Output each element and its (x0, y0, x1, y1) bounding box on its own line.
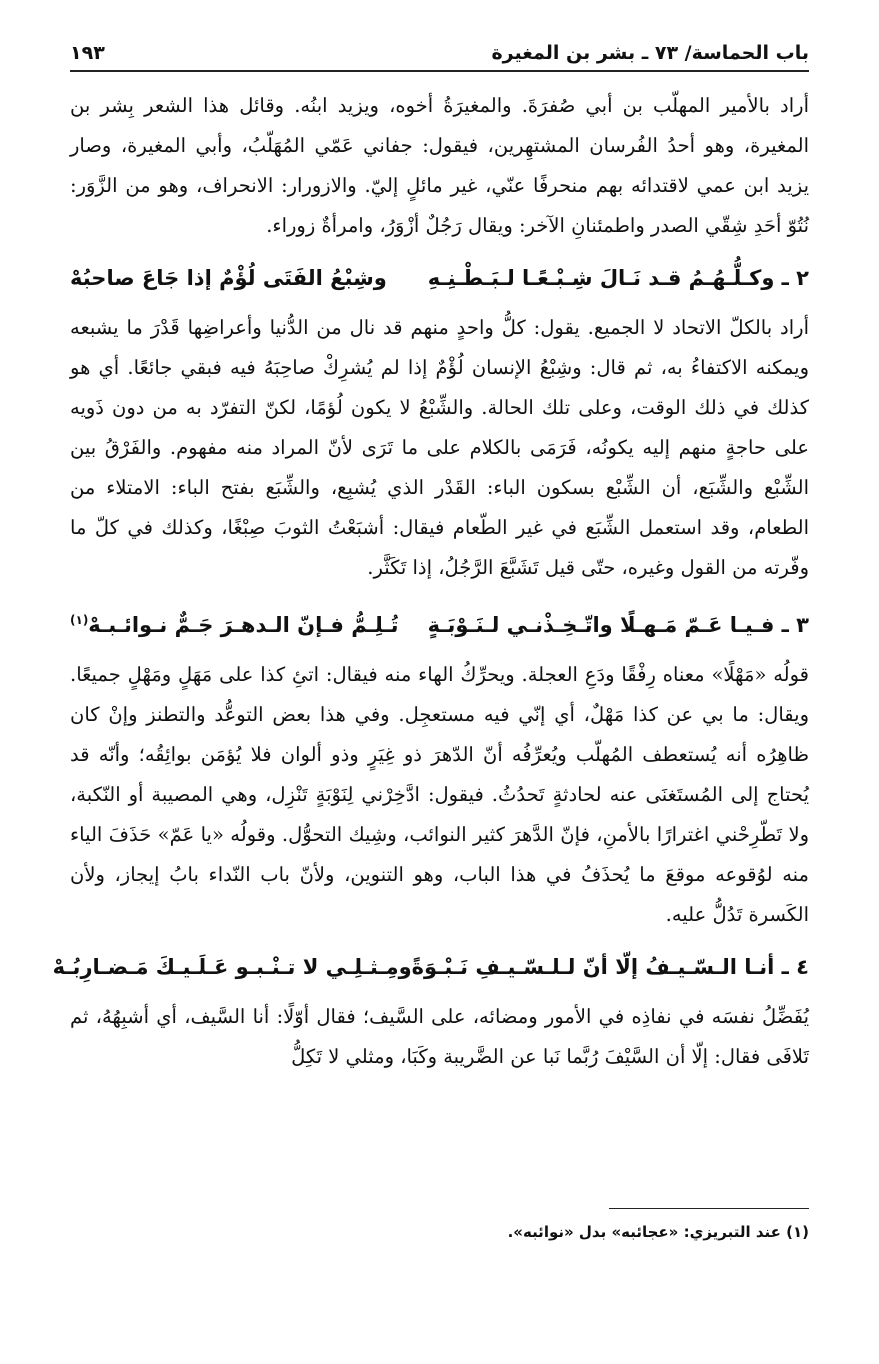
running-title: باب الحماسة/ ٧٣ ـ بشر بن المغيرة (491, 42, 809, 64)
verse-first-hemistich: ٣ ـ فـيـا عَـمّ مَـهـلًا واتّـخِـذْنـي لـنَـوْبَـةٍ (427, 613, 809, 637)
page-body (52, 86, 809, 1077)
verse-second-hemistich (70, 600, 399, 645)
commentary-paragraph: أراد بالكلّ الاتحاد لا الجميع. يقول: كلُّ واحدٍ منهم قد نال من الدُّنيا وأعراضِها قَدْرَ ما يشبعه ويمكنه الاكتفاءُ به، ثم قال: وشِبْعُ الإنسان لُؤْمٌ إذا لم يُشرِكْ صاحِبَهُ فيه فبقي جائعًا. أي هو كذلك في ذلك الوقت، وعلى تلك الحالة. والشِّبْعُ لا يكون لُؤمًا، لكنّ التفرّد به من دون ذَويه على حاجةٍ منهم إليه يكونُه، فَرَمَى بالكلام على ما تَرَى لأنّ المراد منه مفهوم. والفَرْقُ بين الشِّبْع والشِّبَع، أن الشِّبْع بسكون الباء: القَدْر الذي يُشبِع، والشِّبَع بفتح الباء: الامتلاء من الطعام، وقد استعمل الشِّبَع في غير الطّعام فيقال: أشبَعْتُ الثوبَ صِبْغًا، وكذلك في كلّ ما وفّرته من القول وغيره، حتّى قيل تَشَبَّعَ الرَّجُلُ، إذا تَكَثَّر. (70, 316, 809, 579)
poem-verse (70, 258, 809, 298)
poem-verse (70, 600, 809, 645)
poem-verse (52, 947, 809, 987)
page-header (70, 28, 809, 72)
footnote-marker[interactable]: (١) (70, 613, 89, 627)
verse-first-hemistich: ٤ ـ أنـا الـسّـيـفُ إلّا أنّ لـلـسّـيـفِ نَـبْـوَةً (411, 955, 809, 979)
footnote: (١) عند التبريزي: «عجائبه» بدل «نوائبه». (507, 1223, 809, 1241)
verse-first-hemistich: ٢ ـ وكـلُّـهُـمُ قـد نَـالَ شِـبْـعًـا لـبَـطْـنِـهِ (427, 266, 809, 290)
commentary-paragraph: يُفَضِّلُ نفسَه في نفاذِه في الأمور ومضائه، على السَّيف؛ فقال أوّلًا: أنا السَّيف، أي أشبِهُهُ، ثم تَلافَى فقال: إلّا أن السَّيْفَ رُبَّما نَبا عن الضَّريبة وكَبَا، ومثلي لا تَكِلُّ (70, 1005, 809, 1068)
verse-second-hemistich: وشِبْعُ الفَتَى لُؤْمٌ إذا جَاعَ صاحبُهْ (70, 266, 387, 290)
hemistich-text: تُـلِـمُّ فـإنّ الـدهـرَ جَـمٌّ نـوائـبـهْ (88, 613, 399, 637)
commentary-paragraph: قولُه «مَهْلًا» معناه رِفْقًا ودَعِ العجلة. ويحرِّكُ الهاء منه فيقال: اتئِ كذا على مَهَلٍ ومَهْلٍ جميعًا. ويقال: ما بي عن كذا مَهْلٌ، أي إنّي فيه مستعجِل. وفي هذا بعض التوعُّد والتطنز وإنْ كان ظاهِرُه أنه يُستعطف المُهلّب ويُعرِّفُه أنّ الدّهرَ ذو غِيَرٍ وذو ألوان فلا يُؤمَن بوائِقُه؛ وأنّه قد يُحتاج إلى المُستَغنَى عنه لحادثةٍ تَحدُثُ. فيقول: ادَّخِرْني لِنَوْبَةٍ تَنْزِل، وهي المصيبة أو النّكبة، ولا تَطّرِحْني اغترارًا بالأمنِ، فإنّ الدَّهرَ كثير النوائب، وشِيك التحوُّل. وقولُه «يا عَمّ» حَذَفَ الياء منه لوُقوعه موقعَ ما يُحذَفُ في هذا الباب، وهو التنوين، ولأنّ باب النّداء بابُ إيجاز، ولأن الكَسرة تَدُلُّ عليه. (70, 663, 809, 926)
footnotes-section (70, 1208, 809, 1247)
page-number: ١٩٣ (70, 42, 105, 64)
commentary-paragraph: أراد بالأمير المهلّب بن أبي صُفرَةَ. والمغيرَةُ أخوه، ويزيد ابنُه. وقائل هذا الشعر بِشر بن المغيرة، وهو أحدُ الفُرسان المشتهِرين، فيقول: جفاني عَمّي المُهَلّبُ، وأبي المغيرة، وصار يزيد ابن عمي لاقتدائه بهم منحرفًا عنّي، غير مائلٍ إليّ. والازورار: الانحراف، وهو من الزَّوَر: نُتُوّ أحَدِ شِقّي الصدر واطمئنانِ الآخر: ويقال رَجُلٌ أزْوَرُ، وامرأةٌ زوراء. (70, 94, 809, 237)
verse-second-hemistich: ومِـثـلِـي لا تـنْـبـو عَـلَـيـكَ مَـضـارِبُـهْ (52, 955, 412, 979)
footnote-rule (609, 1208, 809, 1209)
